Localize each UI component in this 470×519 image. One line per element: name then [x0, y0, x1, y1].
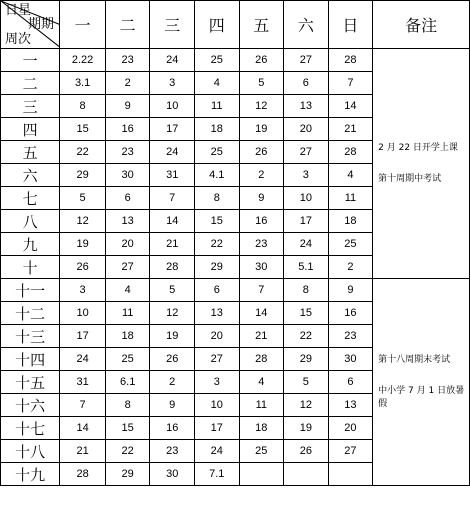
date-cell-sat: 5.1 [284, 256, 329, 279]
date-cell-thu: 27 [194, 348, 239, 371]
date-cell-tue: 15 [105, 417, 150, 440]
corner-header-cell [1, 1, 60, 49]
date-cell-sun: 9 [328, 279, 373, 302]
date-cell-thu: 13 [194, 302, 239, 325]
week-label: 五 [1, 141, 60, 164]
date-cell-thu: 6 [194, 279, 239, 302]
week-label: 一 [1, 49, 60, 72]
date-cell-wed: 30 [150, 463, 195, 486]
date-cell-thu: 10 [194, 394, 239, 417]
date-cell-sat [284, 463, 329, 486]
week-label: 九 [1, 233, 60, 256]
calendar-body [1, 49, 470, 486]
date-cell-sun: 4 [328, 164, 373, 187]
date-cell-mon: 17 [60, 325, 106, 348]
date-cell-thu: 29 [194, 256, 239, 279]
date-cell-thu: 4.1 [194, 164, 239, 187]
week-label: 十七 [1, 417, 60, 440]
day-header-thu: 四 [194, 1, 239, 49]
date-cell-sat: 22 [284, 325, 329, 348]
date-cell-sun: 14 [328, 95, 373, 118]
week-label: 八 [1, 210, 60, 233]
date-cell-thu: 20 [194, 325, 239, 348]
date-cell-mon: 12 [60, 210, 106, 233]
date-cell-sat: 24 [284, 233, 329, 256]
date-cell-mon: 28 [60, 463, 106, 486]
date-cell-fri [239, 463, 284, 486]
date-cell-wed: 14 [150, 210, 195, 233]
date-cell-sat: 13 [284, 95, 329, 118]
date-cell-sat: 29 [284, 348, 329, 371]
date-cell-tue: 30 [105, 164, 150, 187]
week-label: 四 [1, 118, 60, 141]
date-cell-sat: 20 [284, 118, 329, 141]
note-line: 中小学 7 月 1 日放暑假 [378, 385, 465, 409]
date-cell-wed: 17 [150, 118, 195, 141]
date-cell-sat: 27 [284, 141, 329, 164]
date-cell-sat: 10 [284, 187, 329, 210]
date-cell-sat: 6 [284, 72, 329, 95]
date-cell-wed: 3 [150, 72, 195, 95]
date-cell-tue: 22 [105, 440, 150, 463]
date-cell-mon: 26 [60, 256, 106, 279]
week-label: 七 [1, 187, 60, 210]
date-cell-tue: 2 [105, 72, 150, 95]
date-cell-thu: 8 [194, 187, 239, 210]
date-cell-sun [328, 463, 373, 486]
date-cell-tue: 16 [105, 118, 150, 141]
week-label: 十一 [1, 279, 60, 302]
date-cell-sun: 25 [328, 233, 373, 256]
date-cell-tue: 29 [105, 463, 150, 486]
date-cell-mon: 3.1 [60, 72, 106, 95]
week-label: 十五 [1, 371, 60, 394]
day-header-mon: 一 [60, 1, 106, 49]
date-cell-wed: 7 [150, 187, 195, 210]
date-cell-sat: 19 [284, 417, 329, 440]
date-cell-tue: 11 [105, 302, 150, 325]
day-header-tue: 二 [105, 1, 150, 49]
date-cell-mon: 31 [60, 371, 106, 394]
note-line: 第十八周期末考试 [378, 354, 451, 365]
notes-cell-2 [373, 279, 470, 486]
date-cell-mon: 8 [60, 95, 106, 118]
date-cell-fri: 21 [239, 325, 284, 348]
date-cell-sun: 28 [328, 49, 373, 72]
date-cell-sun: 30 [328, 348, 373, 371]
date-cell-fri: 28 [239, 348, 284, 371]
date-cell-tue: 9 [105, 95, 150, 118]
week-label: 十六 [1, 394, 60, 417]
corner-label-bottom: 周次 [5, 32, 32, 47]
date-cell-thu: 25 [194, 141, 239, 164]
date-cell-fri: 23 [239, 233, 284, 256]
week-label: 十八 [1, 440, 60, 463]
date-cell-tue: 13 [105, 210, 150, 233]
date-cell-thu: 24 [194, 440, 239, 463]
date-cell-fri: 7 [239, 279, 284, 302]
date-cell-mon: 7 [60, 394, 106, 417]
date-cell-tue: 23 [105, 141, 150, 164]
date-cell-tue: 23 [105, 49, 150, 72]
date-cell-mon: 2.22 [60, 49, 106, 72]
date-cell-mon: 21 [60, 440, 106, 463]
date-cell-thu: 25 [194, 49, 239, 72]
date-cell-sun: 20 [328, 417, 373, 440]
date-cell-wed: 26 [150, 348, 195, 371]
date-cell-sun: 28 [328, 141, 373, 164]
date-cell-fri: 11 [239, 394, 284, 417]
date-cell-tue: 18 [105, 325, 150, 348]
date-cell-fri: 18 [239, 417, 284, 440]
day-header-sun: 日 [328, 1, 373, 49]
date-cell-sat: 8 [284, 279, 329, 302]
date-cell-fri: 19 [239, 118, 284, 141]
date-cell-mon: 14 [60, 417, 106, 440]
week-label: 十九 [1, 463, 60, 486]
date-cell-thu: 17 [194, 417, 239, 440]
corner-label-mid: 期期 [28, 17, 55, 32]
date-cell-fri: 25 [239, 440, 284, 463]
day-header-wed: 三 [150, 1, 195, 49]
date-cell-wed: 24 [150, 141, 195, 164]
date-cell-thu: 4 [194, 72, 239, 95]
date-cell-wed: 31 [150, 164, 195, 187]
corner-label-top: 日星 [5, 3, 32, 18]
date-cell-wed: 23 [150, 440, 195, 463]
date-cell-tue: 27 [105, 256, 150, 279]
week-label: 六 [1, 164, 60, 187]
date-cell-fri: 9 [239, 187, 284, 210]
week-label: 十二 [1, 302, 60, 325]
date-cell-fri: 26 [239, 49, 284, 72]
date-cell-thu: 11 [194, 95, 239, 118]
date-cell-sun: 13 [328, 394, 373, 417]
day-header-sat: 六 [284, 1, 329, 49]
date-cell-mon: 24 [60, 348, 106, 371]
date-cell-wed: 9 [150, 394, 195, 417]
date-cell-thu: 3 [194, 371, 239, 394]
date-cell-wed: 2 [150, 371, 195, 394]
date-cell-wed: 24 [150, 49, 195, 72]
week-row [1, 49, 470, 72]
date-cell-fri: 12 [239, 95, 284, 118]
date-cell-mon: 3 [60, 279, 106, 302]
date-cell-tue: 6 [105, 187, 150, 210]
date-cell-sun: 18 [328, 210, 373, 233]
date-cell-sun: 2 [328, 256, 373, 279]
date-cell-sun: 27 [328, 440, 373, 463]
date-cell-fri: 14 [239, 302, 284, 325]
date-cell-tue: 25 [105, 348, 150, 371]
date-cell-fri: 26 [239, 141, 284, 164]
note-line: 2 月 22 日开学上课 [378, 142, 458, 153]
date-cell-tue: 4 [105, 279, 150, 302]
date-cell-mon: 15 [60, 118, 106, 141]
date-cell-fri: 4 [239, 371, 284, 394]
header-row [1, 1, 470, 49]
date-cell-mon: 22 [60, 141, 106, 164]
notes-cell-1 [373, 49, 470, 279]
week-label: 十四 [1, 348, 60, 371]
date-cell-sat: 15 [284, 302, 329, 325]
week-label: 三 [1, 95, 60, 118]
week-label: 二 [1, 72, 60, 95]
notes-header: 备注 [373, 1, 470, 49]
date-cell-sat: 26 [284, 440, 329, 463]
date-cell-thu: 7.1 [194, 463, 239, 486]
date-cell-thu: 15 [194, 210, 239, 233]
date-cell-wed: 16 [150, 417, 195, 440]
note-line: 第十周期中考试 [378, 173, 442, 184]
date-cell-wed: 28 [150, 256, 195, 279]
date-cell-sun: 23 [328, 325, 373, 348]
date-cell-mon: 5 [60, 187, 106, 210]
date-cell-sun: 16 [328, 302, 373, 325]
date-cell-wed: 10 [150, 95, 195, 118]
date-cell-mon: 10 [60, 302, 106, 325]
date-cell-sat: 17 [284, 210, 329, 233]
week-label: 十 [1, 256, 60, 279]
date-cell-sat: 5 [284, 371, 329, 394]
date-cell-sun: 21 [328, 118, 373, 141]
date-cell-thu: 22 [194, 233, 239, 256]
week-row [1, 279, 470, 302]
date-cell-tue: 8 [105, 394, 150, 417]
date-cell-sat: 27 [284, 49, 329, 72]
date-cell-fri: 30 [239, 256, 284, 279]
date-cell-wed: 12 [150, 302, 195, 325]
date-cell-tue: 6.1 [105, 371, 150, 394]
date-cell-fri: 16 [239, 210, 284, 233]
week-label: 十三 [1, 325, 60, 348]
date-cell-fri: 5 [239, 72, 284, 95]
date-cell-mon: 29 [60, 164, 106, 187]
date-cell-wed: 19 [150, 325, 195, 348]
date-cell-sun: 11 [328, 187, 373, 210]
date-cell-fri: 2 [239, 164, 284, 187]
date-cell-sun: 7 [328, 72, 373, 95]
date-cell-sat: 3 [284, 164, 329, 187]
date-cell-sat: 12 [284, 394, 329, 417]
date-cell-wed: 21 [150, 233, 195, 256]
date-cell-mon: 19 [60, 233, 106, 256]
date-cell-thu: 18 [194, 118, 239, 141]
day-header-fri: 五 [239, 1, 284, 49]
date-cell-tue: 20 [105, 233, 150, 256]
date-cell-wed: 5 [150, 279, 195, 302]
date-cell-sun: 6 [328, 371, 373, 394]
